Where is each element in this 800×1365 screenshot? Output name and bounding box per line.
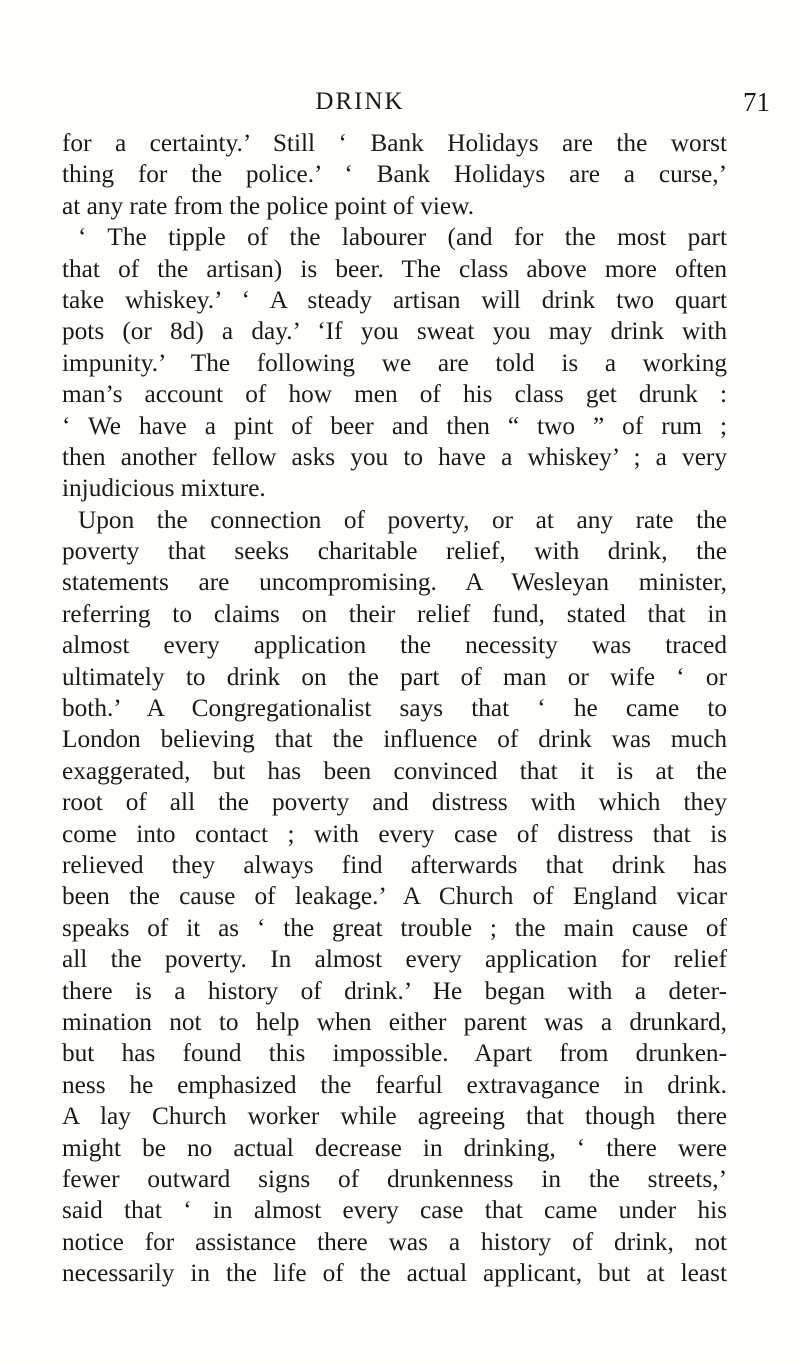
text-line: ness he emphasized the fearful extravagance in drink. [62, 1070, 727, 1099]
text-line: then another fellow asks you to have a whiskey’ ; a very [62, 442, 727, 471]
text-line: at any rate from the police point of view. [62, 191, 475, 220]
text-line: that of the artisan) is beer. The class above more often [62, 254, 727, 283]
text-line: referring to claims on their relief fund, stated that in [62, 599, 727, 628]
running-header [0, 84, 800, 120]
text-line: relieved they always find afterwards that drink has [62, 850, 727, 879]
text-line: fewer outward signs of drunkenness in the streets,’ [62, 1164, 727, 1193]
text-line: ultimately to drink on the part of man or wife ‘ or [62, 662, 727, 691]
text-line: come into contact ; with every case of distress that is [62, 819, 727, 848]
page-number: 71 [743, 87, 770, 117]
text-line: statements are uncompromising. A Wesleyan minister, [62, 568, 727, 597]
body-text [62, 128, 727, 1289]
running-title: DRINK [315, 88, 405, 115]
text-line: ‘ The tipple of the labourer (and for the most part [78, 223, 727, 252]
text-line: almost every application the necessity was traced [62, 631, 727, 660]
text-line: both.’ A Congregationalist says that ‘ he came to [62, 694, 727, 723]
text-line: London believing that the influence of drink was much [62, 725, 727, 754]
text-line: said that ‘ in almost every case that came under his [62, 1196, 727, 1225]
text-line: pots (or 8d) a day.’ ‘If you sweat you may drink with [62, 317, 727, 346]
text-line: A lay Church worker while agreeing that though there [62, 1102, 727, 1131]
text-line: notice for assistance there was a history of drink, not [62, 1227, 727, 1256]
text-line: but has found this impossible. Apart from drunken- [62, 1039, 727, 1068]
text-line: necessarily in the life of the actual applicant, but at least [62, 1259, 727, 1288]
text-line: poverty that seeks charitable relief, with drink, the [62, 537, 727, 566]
text-line: man’s account of how men of his class get drunk : [62, 380, 727, 409]
text-line: injudicious mixture. [62, 474, 266, 503]
text-line: been the cause of leakage.’ A Church of England vicar [62, 882, 727, 911]
text-line: mination not to help when either parent was a drunkard, [62, 1007, 727, 1036]
text-line: exaggerated, but has been convinced that it is at the [62, 756, 727, 785]
text-line: Upon the connection of poverty, or at any rate the [78, 505, 727, 534]
text-line: all the poverty. In almost every application for relief [62, 945, 727, 974]
text-line: might be no actual decrease in drinking, ‘ there were [62, 1133, 727, 1162]
text-line: root of all the poverty and distress with which they [62, 788, 727, 817]
text-line: there is a history of drink.’ He began with a deter- [62, 976, 727, 1005]
text-line: thing for the police.’ ‘ Bank Holidays are a curse,’ [62, 160, 727, 189]
text-line: speaks of it as ‘ the great trouble ; the main cause of [62, 913, 727, 942]
text-line: ‘ We have a pint of beer and then “ two ” of rum ; [62, 411, 727, 440]
text-line: take whiskey.’ ‘ A steady artisan will drink two quart [62, 285, 727, 314]
text-line: impunity.’ The following we are told is a working [62, 348, 727, 377]
text-line: for a certainty.’ Still ‘ Bank Holidays are the worst [62, 129, 727, 157]
